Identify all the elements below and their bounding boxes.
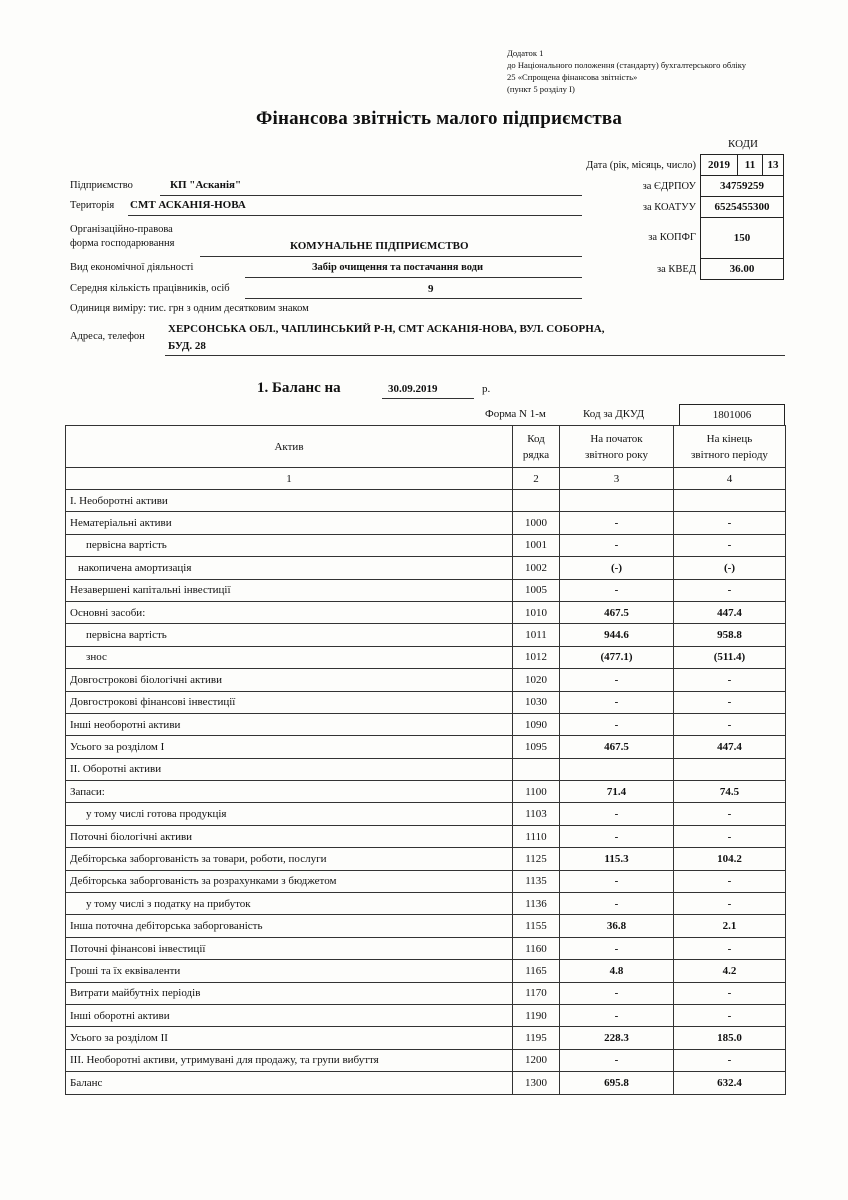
territory-label: Територія: [70, 200, 115, 211]
row-code: 1135: [513, 870, 560, 892]
row-start-value: -: [560, 1004, 674, 1026]
row-name: Незавершені капітальні інвестиції: [66, 579, 513, 601]
kved-code: 36.00: [700, 258, 784, 280]
row-end-value: -: [674, 713, 786, 735]
table-row: [66, 893, 786, 915]
row-name: первісна вартість: [66, 624, 513, 646]
table-row: [66, 1027, 786, 1049]
table-row: [66, 803, 786, 825]
row-end-value: -: [674, 870, 786, 892]
header-end-line: На кінець: [706, 432, 753, 445]
row-end-value: 4.2: [674, 960, 786, 982]
header-end-line: звітного періоду: [691, 448, 768, 461]
appendix-note-line: до Національного положення (стандарту) бухгалтерського обліку: [507, 60, 747, 70]
table-row: [66, 490, 786, 512]
header-start-line: На початок: [590, 432, 643, 445]
row-end-value: 185.0: [674, 1027, 786, 1049]
row-name: у тому числі з податку на прибуток: [66, 893, 513, 915]
row-end-value: -: [674, 893, 786, 915]
row-start-value: 71.4: [560, 781, 674, 803]
row-code: 1110: [513, 825, 560, 847]
row-start-value: -: [560, 982, 674, 1004]
table-row: [66, 557, 786, 579]
row-name: у тому числі готова продукція: [66, 803, 513, 825]
activity-underline: [245, 277, 582, 278]
row-end-value: 958.8: [674, 624, 786, 646]
row-name: I. Необоротні активи: [66, 490, 513, 512]
table-row: [66, 646, 786, 668]
header-code: [513, 426, 560, 468]
table-column-number-row: [66, 468, 786, 490]
row-name: Довгострокові фінансові інвестиції: [66, 691, 513, 713]
row-end-value: [674, 758, 786, 780]
kopfg-code: 150: [700, 217, 784, 259]
row-code: 1155: [513, 915, 560, 937]
row-end-value: -: [674, 669, 786, 691]
address-underline: [165, 355, 785, 356]
row-code: 1020: [513, 669, 560, 691]
employees-underline: [245, 298, 582, 299]
row-name: III. Необоротні активи, утримувані для продажу, та групи вибуття: [66, 1049, 513, 1071]
row-name: Витрати майбутніх періодів: [66, 982, 513, 1004]
row-code: 1136: [513, 893, 560, 915]
employees-value: 9: [428, 283, 434, 295]
row-start-value: 467.5: [560, 601, 674, 623]
table-row: [66, 1004, 786, 1026]
row-name: Основні засоби:: [66, 601, 513, 623]
unit-label: Одиниця виміру: тис. грн з одним десятковим знаком: [70, 303, 309, 314]
row-end-value: -: [674, 982, 786, 1004]
row-code: 1012: [513, 646, 560, 668]
row-name: Гроші та їх еквіваленти: [66, 960, 513, 982]
column-number: 2: [513, 468, 560, 490]
row-start-value: 115.3: [560, 848, 674, 870]
table-row: [66, 870, 786, 892]
table-row: [66, 848, 786, 870]
row-code: 1190: [513, 1004, 560, 1026]
row-start-value: -: [560, 825, 674, 847]
row-start-value: -: [560, 669, 674, 691]
table-row: [66, 736, 786, 758]
appendix-note-line: 25 «Спрощена фінансова звітність»: [507, 72, 638, 82]
row-start-value: 228.3: [560, 1027, 674, 1049]
row-start-value: -: [560, 691, 674, 713]
balance-date-underline: [382, 398, 474, 399]
table-row: [66, 579, 786, 601]
activity-label: Вид економічної діяльності: [70, 262, 194, 273]
date-month: 11: [737, 154, 763, 176]
address-value: [168, 321, 604, 355]
table-row: [66, 691, 786, 713]
row-code: 1090: [513, 713, 560, 735]
table-row: [66, 1072, 786, 1094]
row-start-value: [560, 490, 674, 512]
row-code: 1005: [513, 579, 560, 601]
row-code: [513, 758, 560, 780]
row-end-value: -: [674, 1004, 786, 1026]
row-end-value: 74.5: [674, 781, 786, 803]
row-name: Баланс: [66, 1072, 513, 1094]
row-start-value: -: [560, 870, 674, 892]
column-number: 4: [674, 468, 786, 490]
table-row: [66, 624, 786, 646]
column-number: 1: [66, 468, 513, 490]
row-code: 1000: [513, 512, 560, 534]
employees-label: Середня кількість працівників, осіб: [70, 283, 230, 294]
row-code: 1165: [513, 960, 560, 982]
enterprise-label: Підприємство: [70, 180, 133, 191]
row-start-value: [560, 758, 674, 780]
appendix-note: [507, 47, 746, 95]
row-start-value: -: [560, 803, 674, 825]
row-start-value: (-): [560, 557, 674, 579]
row-end-value: -: [674, 803, 786, 825]
row-code: 1200: [513, 1049, 560, 1071]
table-row: [66, 937, 786, 959]
row-name: Поточні фінансові інвестиції: [66, 937, 513, 959]
row-name: Нематеріальні активи: [66, 512, 513, 534]
column-number: 3: [560, 468, 674, 490]
row-end-value: -: [674, 691, 786, 713]
edrpou-label: за ЄДРПОУ: [642, 181, 696, 192]
row-end-value: -: [674, 512, 786, 534]
row-start-value: 695.8: [560, 1072, 674, 1094]
table-row: [66, 512, 786, 534]
row-start-value: 4.8: [560, 960, 674, 982]
row-start-value: 944.6: [560, 624, 674, 646]
koatuu-code: 6525455300: [700, 196, 784, 218]
header-start-line: звітного року: [585, 448, 648, 461]
row-code: 1300: [513, 1072, 560, 1094]
activity-value: Забір очищення та постачання води: [312, 262, 484, 273]
document-title: Фінансова звітність малого підприємства: [255, 108, 623, 129]
row-end-value: [674, 490, 786, 512]
row-end-value: -: [674, 1049, 786, 1071]
row-end-value: 2.1: [674, 915, 786, 937]
territory-underline: [128, 215, 582, 216]
org-form-label-line: форма господарювання: [70, 238, 175, 249]
row-start-value: -: [560, 512, 674, 534]
row-start-value: -: [560, 534, 674, 556]
row-code: 1103: [513, 803, 560, 825]
address-line: ХЕРСОНСЬКА ОБЛ., ЧАПЛИНСЬКИЙ Р-Н, СМТ АСКАНІЯ-НОВА, ВУЛ. СОБОРНА,: [168, 323, 605, 335]
row-start-value: -: [560, 937, 674, 959]
appendix-note-line: (пункт 5 розділу I): [507, 84, 575, 94]
row-name: знос: [66, 646, 513, 668]
koatuu-label: за КОАТУУ: [642, 202, 696, 213]
org-form-underline: [200, 256, 582, 257]
row-name: Дебіторська заборгованість за розрахунками з бюджетом: [66, 870, 513, 892]
row-start-value: 36.8: [560, 915, 674, 937]
row-end-value: -: [674, 937, 786, 959]
codes-header: КОДИ: [728, 138, 758, 150]
date-label: Дата (рік, місяць, число): [586, 160, 696, 171]
row-name: Довгострокові біологічні активи: [66, 669, 513, 691]
row-code: 1170: [513, 982, 560, 1004]
table-row: [66, 758, 786, 780]
row-start-value: -: [560, 1049, 674, 1071]
enterprise-underline: [160, 195, 582, 196]
row-name: Запаси:: [66, 781, 513, 803]
territory-value: СМТ АСКАНІЯ-НОВА: [130, 199, 246, 211]
table-row: [66, 534, 786, 556]
table-row: [66, 601, 786, 623]
row-name: накопичена амортизація: [66, 557, 513, 579]
row-code: 1030: [513, 691, 560, 713]
edrpou-code: 34759259: [700, 175, 784, 197]
row-end-value: 447.4: [674, 736, 786, 758]
row-code: 1010: [513, 601, 560, 623]
kopfg-label: за КОПФГ: [648, 232, 696, 243]
table-row: [66, 1049, 786, 1071]
row-start-value: -: [560, 893, 674, 915]
org-form-label: [70, 223, 174, 251]
row-name: Усього за розділом I: [66, 736, 513, 758]
row-start-value: (477.1): [560, 646, 674, 668]
balance-table: [65, 425, 786, 1095]
header-code-line: рядка: [522, 448, 550, 461]
row-end-value: -: [674, 534, 786, 556]
date-day: 13: [762, 154, 784, 176]
row-name: первісна вартість: [66, 534, 513, 556]
row-end-value: 632.4: [674, 1072, 786, 1094]
row-end-value: (-): [674, 557, 786, 579]
enterprise-value: КП "Асканія": [170, 179, 242, 191]
header-end: [674, 426, 786, 468]
row-end-value: (511.4): [674, 646, 786, 668]
org-form-label-line: Організаційно-правова: [70, 224, 173, 235]
row-code: 1002: [513, 557, 560, 579]
kved-label: за КВЕД: [656, 264, 696, 275]
balance-heading: 1. Баланс на: [257, 380, 341, 396]
row-end-value: 447.4: [674, 601, 786, 623]
row-code: 1100: [513, 781, 560, 803]
row-name: Інша поточна дебіторська заборгованість: [66, 915, 513, 937]
header-asset: Актив: [66, 426, 513, 468]
row-code: 1160: [513, 937, 560, 959]
header-start: [560, 426, 674, 468]
row-name: Інші необоротні активи: [66, 713, 513, 735]
row-name: II. Оборотні активи: [66, 758, 513, 780]
row-code: [513, 490, 560, 512]
row-end-value: 104.2: [674, 848, 786, 870]
address-line: БУД. 28: [168, 340, 206, 352]
form-number: Форма N 1-м: [485, 408, 546, 420]
dkud-label: Код за ДКУД: [583, 408, 645, 420]
balance-year-suffix: р.: [482, 383, 491, 395]
table-row: [66, 781, 786, 803]
table-row: [66, 915, 786, 937]
address-label: Адреса, телефон: [70, 331, 145, 342]
row-name: Інші оборотні активи: [66, 1004, 513, 1026]
dkud-code: 1801006: [679, 404, 785, 426]
header-code-line: Код: [527, 432, 545, 445]
row-start-value: -: [560, 713, 674, 735]
table-header-row: [66, 426, 786, 468]
row-name: Дебіторська заборгованість за товари, роботи, послуги: [66, 848, 513, 870]
org-form-value: КОМУНАЛЬНЕ ПІДПРИЄМСТВО: [290, 240, 469, 252]
table-row: [66, 669, 786, 691]
row-start-value: -: [560, 579, 674, 601]
table-row: [66, 713, 786, 735]
row-name: Усього за розділом II: [66, 1027, 513, 1049]
table-row: [66, 960, 786, 982]
row-end-value: -: [674, 825, 786, 847]
row-code: 1095: [513, 736, 560, 758]
appendix-note-line: Додаток 1: [507, 48, 544, 58]
row-code: 1011: [513, 624, 560, 646]
row-code: 1125: [513, 848, 560, 870]
balance-date: 30.09.2019: [388, 383, 438, 395]
table-row: [66, 825, 786, 847]
row-code: 1195: [513, 1027, 560, 1049]
row-code: 1001: [513, 534, 560, 556]
row-name: Поточні біологічні активи: [66, 825, 513, 847]
table-row: [66, 982, 786, 1004]
row-end-value: -: [674, 579, 786, 601]
row-start-value: 467.5: [560, 736, 674, 758]
date-year: 2019: [700, 154, 738, 176]
